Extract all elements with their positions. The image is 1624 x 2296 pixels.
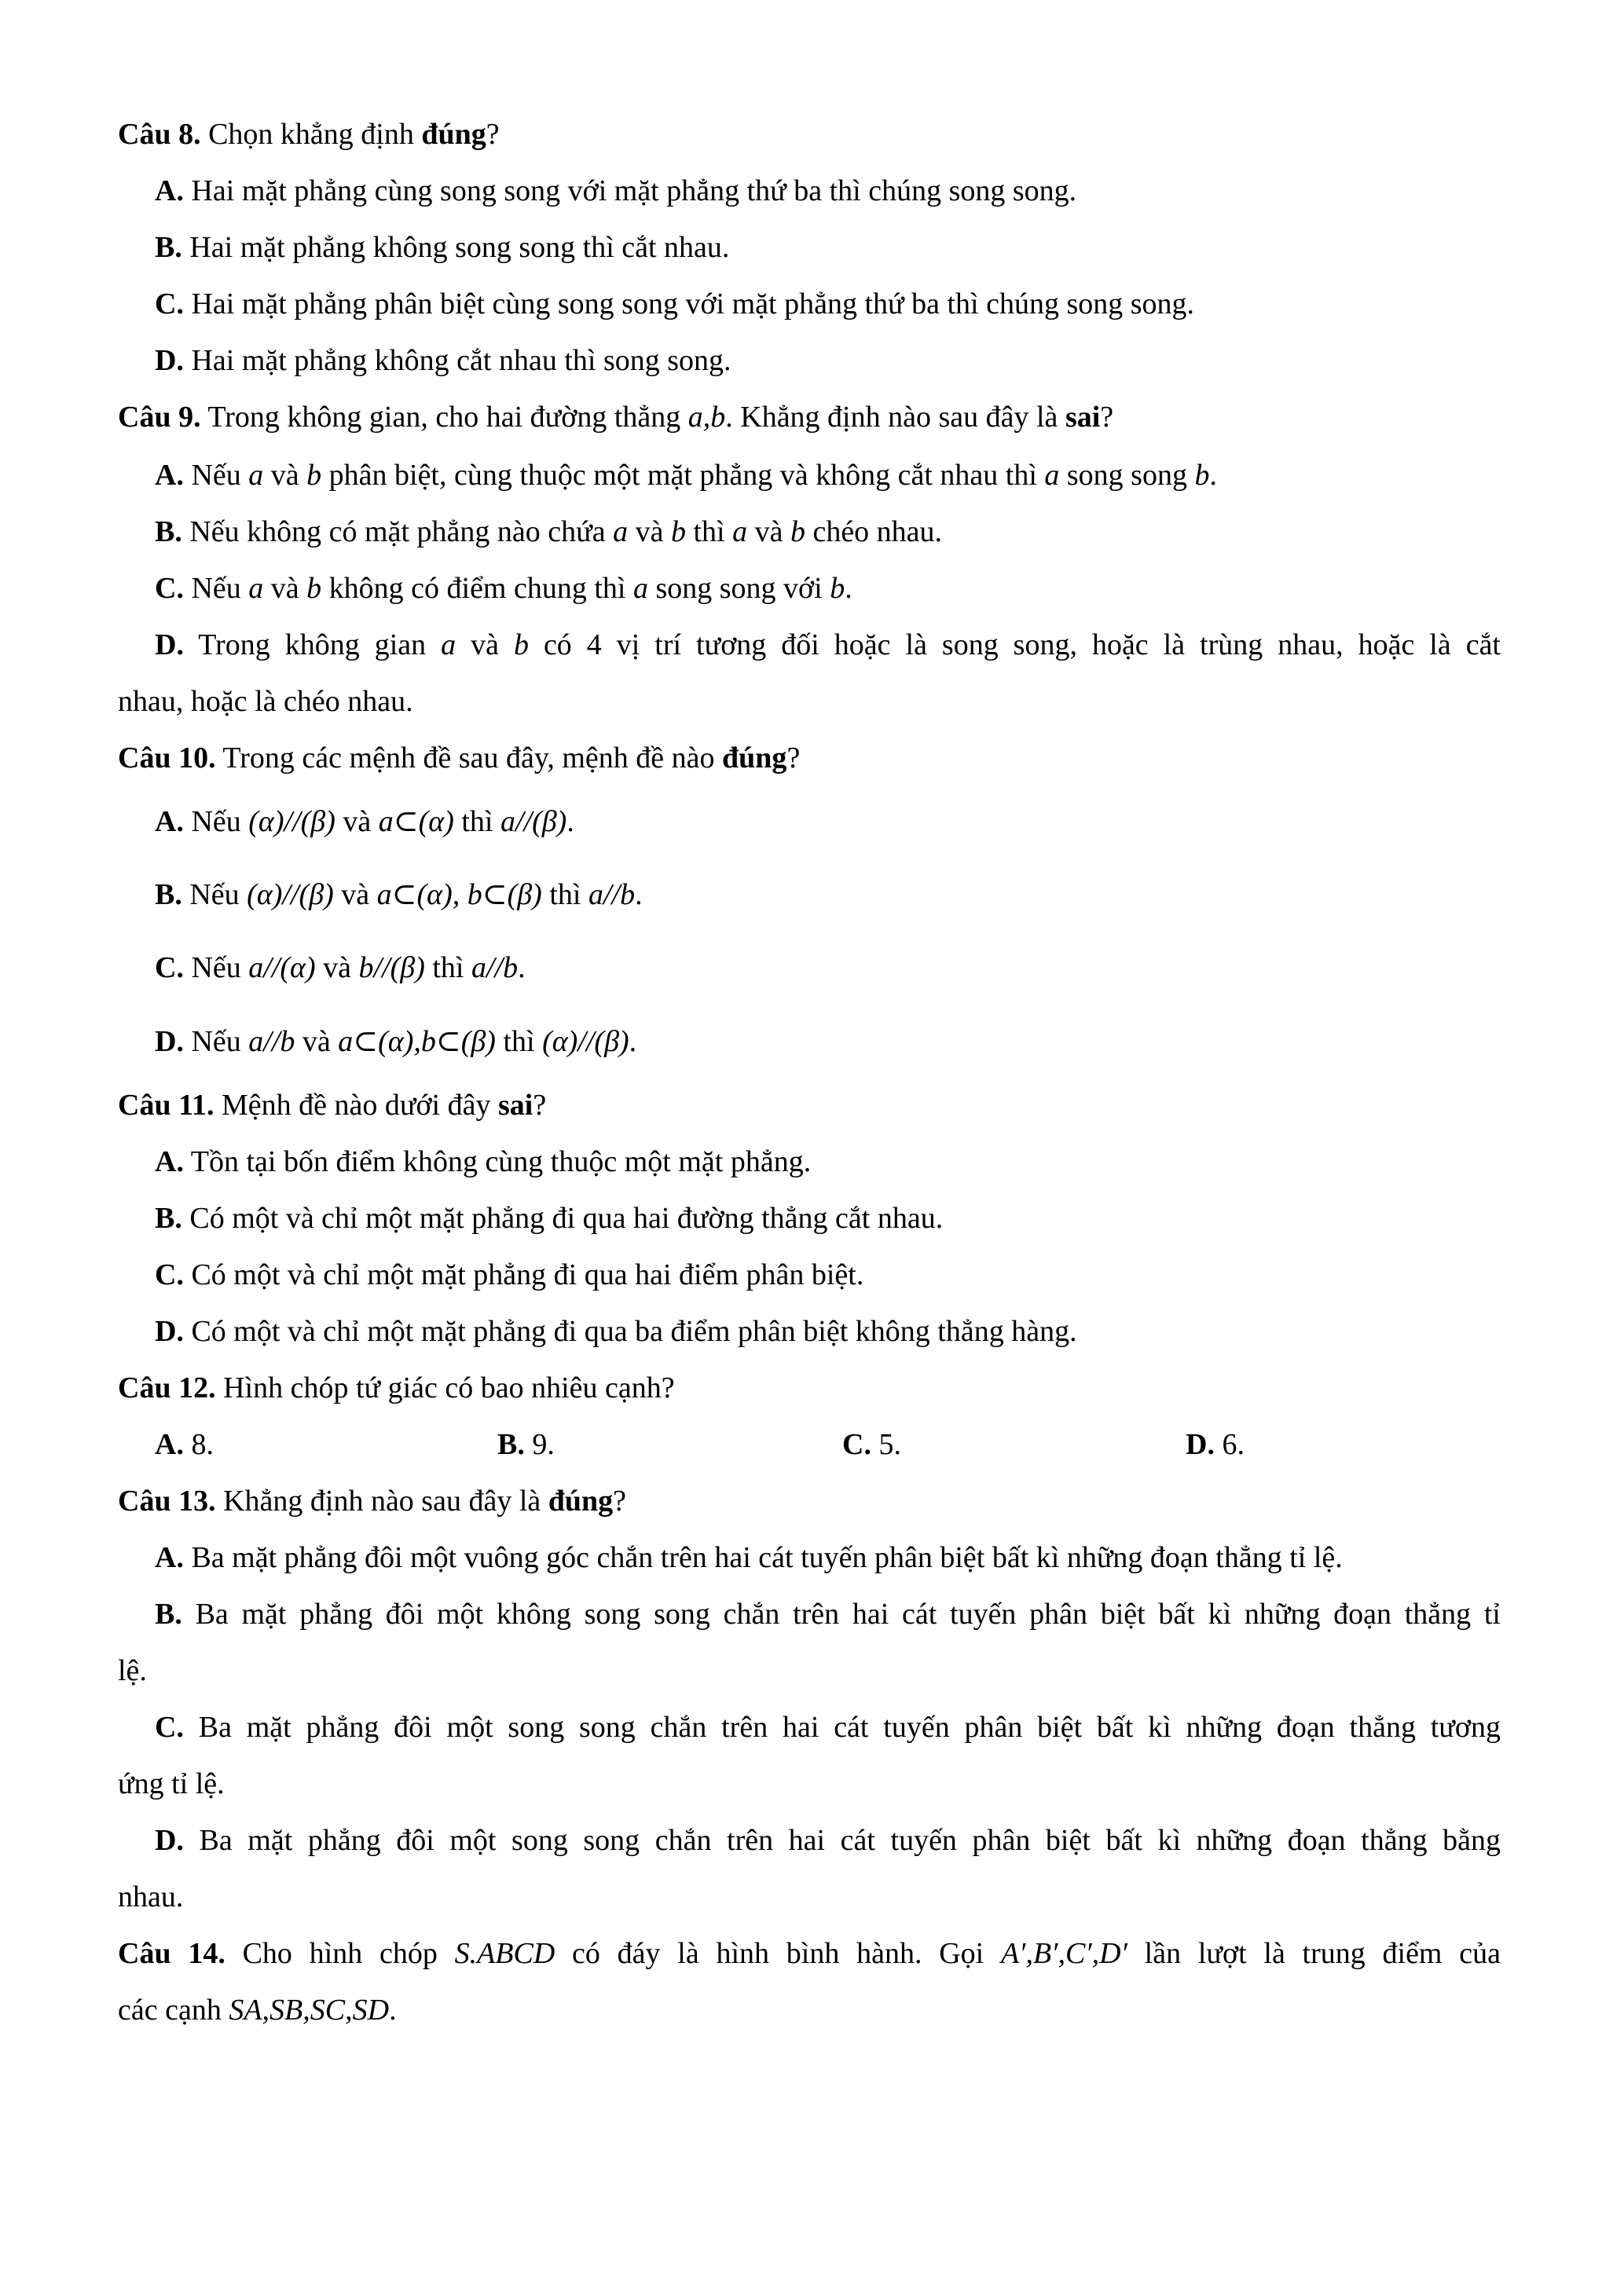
option-letter: D. <box>155 1824 184 1857</box>
question-14-label: Câu 14. <box>118 1937 225 1970</box>
option-letter: B. <box>155 878 182 911</box>
option-text: chéo nhau. <box>805 515 943 548</box>
question-13-keyword: đúng <box>548 1485 614 1518</box>
question-14-text: . <box>389 1994 397 2027</box>
option-text: thì <box>541 878 588 911</box>
option-letter: D. <box>1186 1428 1215 1461</box>
option-text: Nếu <box>183 572 249 605</box>
option-text: nhau, hoặc là chéo nhau. <box>118 685 413 718</box>
option-letter: C. <box>155 572 184 605</box>
option-letter: D. <box>155 628 184 661</box>
option-letter: B. <box>497 1428 525 1461</box>
math-expr: a <box>732 515 748 548</box>
math-expr: b <box>1194 459 1210 492</box>
math-expr: a <box>632 572 648 605</box>
question-12-text: Hình chóp tứ giác có bao nhiêu cạnh? <box>215 1371 675 1404</box>
option-letter: C. <box>155 1711 184 1744</box>
option-text: 8. <box>183 1428 214 1461</box>
question-13-punct: ? <box>613 1485 627 1518</box>
question-9-punct: ? <box>1100 401 1114 434</box>
option-text: 5. <box>871 1428 901 1461</box>
math-expr: (α)//(β) <box>247 878 334 911</box>
option-letter: C. <box>155 287 184 320</box>
option-text: và <box>747 515 790 548</box>
option-text: Hai mặt phẳng phân biệt cùng song song với mặt phẳng thứ ba thì chúng song song. <box>183 287 1195 320</box>
option-letter: B. <box>155 1202 182 1235</box>
option-text: Hai mặt phẳng không cắt nhau thì song song. <box>183 344 731 377</box>
question-11-keyword: sai <box>498 1089 533 1122</box>
math-expr: (α)//(β) <box>248 805 335 838</box>
question-12-stem <box>118 1369 1501 1407</box>
question-9-keyword: sai <box>1065 401 1101 434</box>
option-text: ứng tỉ lệ. <box>118 1767 225 1800</box>
question-10-option-c <box>155 949 1538 987</box>
option-text: Ba mặt phẳng đôi một vuông góc chắn trên hai cát tuyến phân biệt bất kì những đoạn thẳng tỉ lệ. <box>183 1541 1343 1574</box>
option-letter: B. <box>155 231 182 264</box>
question-12-option-c <box>842 1426 901 1463</box>
option-text: có 4 vị trí tương đối hoặc là song song, hoặc là trùng nhau, hoặc là cắt <box>528 628 1501 661</box>
question-11-punct: ? <box>533 1089 547 1122</box>
option-text: Có một và chỉ một mặt phẳng đi qua hai điểm phân biệt. <box>183 1258 864 1291</box>
option-text: và <box>628 515 671 548</box>
question-8-option-c <box>155 285 1538 323</box>
option-text: và <box>333 878 377 911</box>
question-8-label: Câu 8. <box>118 118 201 151</box>
math-expr: b <box>306 459 322 492</box>
math-expr: b <box>790 515 805 548</box>
question-13-option-b-continued <box>118 1652 1501 1690</box>
option-letter: A. <box>155 174 184 207</box>
option-letter: A. <box>155 459 184 492</box>
math-expr: (α)//(β) <box>542 1025 629 1058</box>
question-13-option-c <box>155 1708 1501 1746</box>
question-12-option-d <box>1186 1426 1245 1463</box>
question-13-option-a <box>155 1539 1538 1576</box>
question-9-option-a <box>155 456 1538 494</box>
option-text: Nếu <box>183 459 249 492</box>
question-12-option-a <box>155 1426 214 1463</box>
question-9-text: Trong không gian, cho hai đường thẳng <box>200 401 688 434</box>
question-14-text: lần lượt là trung điểm của <box>1127 1937 1501 1970</box>
option-letter: D. <box>155 1025 184 1058</box>
question-11-option-a <box>155 1143 1538 1181</box>
option-text: thì <box>495 1025 543 1058</box>
question-14-stem-continued <box>118 1991 1501 2029</box>
option-text: . <box>1209 459 1217 492</box>
math-expr: SA,SB,SC,SD <box>229 1994 390 2027</box>
question-9-text: . Khẳng định nào sau đây là <box>725 401 1065 434</box>
math-expr: a,b <box>687 401 726 434</box>
question-12-label: Câu 12. <box>118 1371 216 1404</box>
option-letter: D. <box>155 344 184 377</box>
option-text: . <box>566 805 574 838</box>
math-expr: a <box>248 572 264 605</box>
question-10-text: Trong các mệnh đề sau đây, mệnh đề nào <box>215 742 723 774</box>
option-letter: A. <box>155 1428 184 1461</box>
math-expr: a⊂(α),b⊂(β) <box>338 1025 496 1058</box>
option-text: Nếu <box>181 878 247 911</box>
question-14-text: Cho hình chóp <box>225 1937 455 1970</box>
option-letter: C. <box>155 1258 184 1291</box>
option-letter: A. <box>155 1145 184 1178</box>
question-14-stem <box>118 1935 1501 1972</box>
option-text: Trong không gian <box>183 628 442 661</box>
option-letter: A. <box>155 1541 184 1574</box>
question-10-option-b <box>155 876 1538 914</box>
math-expr: a <box>1044 459 1060 492</box>
option-text: song song với <box>647 572 830 605</box>
option-text: song song <box>1059 459 1195 492</box>
question-11-option-b <box>155 1199 1538 1237</box>
math-expr: b <box>830 572 845 605</box>
question-12-options <box>155 1426 1538 1463</box>
math-expr: a//(α) <box>248 951 316 984</box>
question-8-punct: ? <box>486 118 500 151</box>
option-text: và <box>263 572 307 605</box>
option-letter: C. <box>155 951 184 984</box>
option-text: 6. <box>1214 1428 1245 1461</box>
question-13-option-b <box>155 1595 1501 1633</box>
math-expr: a⊂(α) <box>378 805 454 838</box>
question-13-option-d-continued <box>118 1878 1501 1916</box>
option-text: Có một và chỉ một mặt phẳng đi qua hai đường thẳng cắt nhau. <box>181 1202 944 1235</box>
question-11-label: Câu 11. <box>118 1089 214 1122</box>
math-expr: a⊂(α), b⊂(β) <box>376 878 542 911</box>
option-text: Ba mặt phẳng đôi một song song chắn trên hai cát tuyến phân biệt bất kì những đoạn thẳng tương <box>183 1711 1501 1744</box>
option-text: Nếu <box>183 805 249 838</box>
option-text: thì <box>424 951 471 984</box>
option-letter: A. <box>155 805 184 838</box>
question-13-label: Câu 13. <box>118 1485 216 1518</box>
option-letter: D. <box>155 1315 184 1348</box>
option-text: . <box>629 1025 637 1058</box>
question-10-option-a <box>155 803 1538 840</box>
option-text: . <box>845 572 852 605</box>
question-8-text: Chọn khẳng định <box>200 118 422 151</box>
option-text: . <box>635 878 643 911</box>
math-expr: A′,B′,C′,D′ <box>1000 1937 1127 1970</box>
question-11-text: Mệnh đề nào dưới đây <box>214 1089 498 1122</box>
option-text: và <box>456 628 514 661</box>
math-expr: S.ABCD <box>454 1937 555 1970</box>
option-text: phân biệt, cùng thuộc một mặt phẳng và không cắt nhau thì <box>321 459 1045 492</box>
question-10-label: Câu 10. <box>118 742 216 774</box>
option-text: Có một và chỉ một mặt phẳng đi qua ba điểm phân biệt không thẳng hàng. <box>183 1315 1077 1348</box>
math-expr: b <box>513 628 529 661</box>
question-13-option-d <box>155 1822 1501 1859</box>
question-9-option-d-continued <box>118 683 1501 720</box>
option-text: không có điểm chung thì <box>321 572 633 605</box>
math-expr: a <box>248 459 264 492</box>
math-expr: b <box>306 572 322 605</box>
option-text: thì <box>685 515 733 548</box>
question-8-option-a <box>155 172 1538 210</box>
option-letter: B. <box>155 1598 182 1631</box>
option-text: 9. <box>524 1428 555 1461</box>
option-text: Ba mặt phẳng đôi một không song song chắn trên hai cát tuyến phân biệt bất kì những đoạn thẳng tỉ <box>181 1598 1501 1631</box>
question-14-text: các cạnh <box>118 1994 229 2027</box>
question-8-option-b <box>155 229 1538 266</box>
question-8-stem <box>118 115 1501 153</box>
option-text: Nếu <box>183 951 249 984</box>
question-9-label: Câu 9. <box>118 401 201 434</box>
option-text: Nếu không có mặt phẳng nào chứa <box>181 515 614 548</box>
question-10-keyword: đúng <box>722 742 787 774</box>
question-11-option-c <box>155 1256 1538 1294</box>
math-expr: a <box>613 515 629 548</box>
option-text: Tồn tại bốn điểm không cùng thuộc một mặt phẳng. <box>183 1145 812 1178</box>
option-text: và <box>315 951 359 984</box>
option-text: lệ. <box>118 1654 147 1687</box>
question-13-text: Khẳng định nào sau đây là <box>215 1485 548 1518</box>
question-9-option-b <box>155 513 1538 551</box>
option-letter: B. <box>155 515 182 548</box>
question-13-stem <box>118 1482 1501 1520</box>
math-expr: a <box>441 628 456 661</box>
question-13-option-c-continued <box>118 1765 1501 1803</box>
option-text: thì <box>453 805 500 838</box>
option-text: và <box>335 805 379 838</box>
option-text: và <box>295 1025 339 1058</box>
question-9-option-d <box>155 626 1501 664</box>
question-14-text: có đáy là hình bình hành. Gọi <box>555 1937 1001 1970</box>
option-text: . <box>518 951 526 984</box>
option-text: nhau. <box>118 1880 184 1913</box>
question-9-stem <box>118 398 1501 436</box>
math-expr: a//(β) <box>500 805 567 838</box>
math-expr: a//b <box>471 951 519 984</box>
option-text: Hai mặt phẳng không song song thì cắt nhau. <box>181 231 730 264</box>
option-text: Ba mặt phẳng đôi một song song chắn trên hai cát tuyến phân biệt bất kì những đoạn thẳng bằng <box>183 1824 1501 1857</box>
question-8-option-d <box>155 342 1538 379</box>
question-10-option-d <box>155 1023 1538 1060</box>
math-expr: b <box>670 515 686 548</box>
question-10-stem <box>118 739 1501 777</box>
question-9-option-c <box>155 569 1538 607</box>
question-12-option-b <box>497 1426 555 1463</box>
question-11-stem <box>118 1086 1501 1124</box>
math-expr: a//b <box>588 878 636 911</box>
option-text: Nếu <box>183 1025 249 1058</box>
math-expr: b//(β) <box>358 951 425 984</box>
question-10-punct: ? <box>786 742 801 774</box>
option-letter: C. <box>842 1428 871 1461</box>
option-text: và <box>263 459 307 492</box>
option-text: Hai mặt phẳng cùng song song với mặt phẳng thứ ba thì chúng song song. <box>183 174 1077 207</box>
question-8-keyword: đúng <box>421 118 486 151</box>
question-11-option-d <box>155 1313 1538 1350</box>
math-expr: a//b <box>248 1025 295 1058</box>
